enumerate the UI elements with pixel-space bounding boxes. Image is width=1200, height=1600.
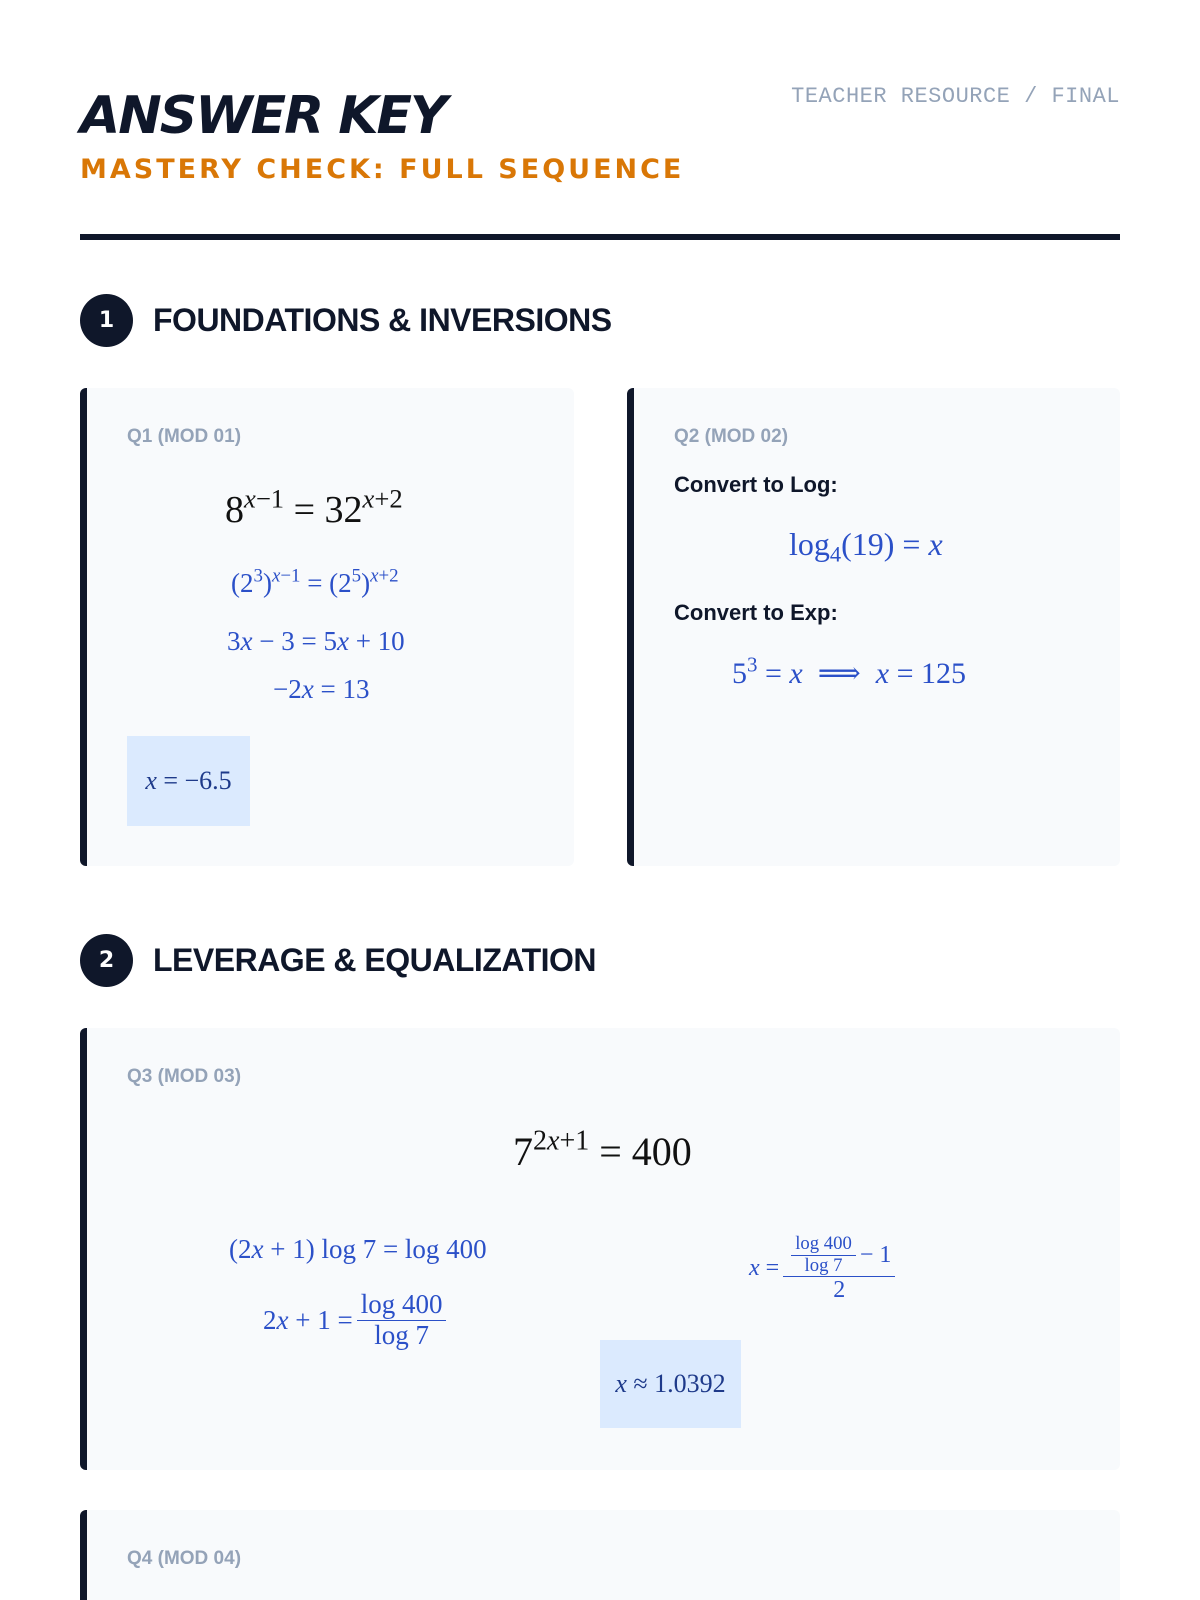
page-subtitle: MASTERY CHECK: FULL SEQUENCE	[80, 154, 685, 185]
solution-step: (2x + 1) log 7 = log 400	[229, 1234, 487, 1264]
section-title: LEVERAGE & EQUALIZATION	[153, 942, 597, 978]
section-title: FOUNDATIONS & INVERSIONS	[153, 302, 612, 338]
section-header-1	[80, 294, 612, 347]
question-card-q4	[80, 1510, 1120, 1600]
solution-step: 2x + 1 = $\frac{\log 400}{\log 7}$	[263, 1290, 450, 1350]
question-card-q2	[627, 388, 1120, 866]
section-header-2	[80, 934, 596, 987]
exp-form-result: $5^3 = x$ ⟹ x = 125	[732, 652, 967, 690]
header-divider	[80, 234, 1120, 240]
solution-step: −2x = 13	[273, 674, 370, 704]
question-label: Q3 (MOD 03)	[127, 1066, 242, 1087]
problem-equation: $8^{x-1} = 32^{x+2}$	[225, 483, 403, 531]
question-card-q1	[80, 388, 574, 866]
fraction: $\frac{\log 400}{\log 7}$	[357, 1290, 447, 1350]
final-answer: x = −6.5	[145, 766, 232, 795]
solution-step: 3x − 3 = 5x + 10	[227, 626, 405, 656]
problem-equation: $7^{2x+1} = 400$	[513, 1125, 692, 1174]
final-answer-highlight	[127, 736, 250, 826]
solution-step: $(2^3)^{x-1} = (2^5)^{x+2}$	[231, 565, 399, 598]
answer-key-page	[80, 0, 1120, 1600]
section-number-badge: 2	[80, 934, 133, 987]
fraction: $\frac{\log 400}{\log 7}$	[791, 1234, 856, 1276]
solution-step: x = $\frac{\log 400}{\log 7}$ − 1 2	[749, 1234, 899, 1304]
question-label: Q4 (MOD 04)	[127, 1548, 242, 1569]
final-answer-highlight	[600, 1340, 741, 1428]
fraction: $\frac{\log 400}{\log 7}$ − 1 2	[783, 1234, 895, 1304]
question-label: Q2 (MOD 02)	[674, 426, 789, 447]
log-form-result: $\log_4(19) = x$	[789, 526, 943, 567]
section-number-badge: 1	[80, 294, 133, 347]
final-answer: x ≈ 1.0392	[615, 1369, 726, 1398]
convert-to-log-heading: Convert to Log:	[674, 472, 838, 497]
resource-tag: TEACHER RESOURCE / FINAL	[791, 84, 1120, 109]
convert-to-exp-heading: Convert to Exp:	[674, 600, 838, 625]
question-label: Q1 (MOD 01)	[127, 426, 242, 447]
page-title: ANSWER KEY	[80, 86, 446, 146]
question-card-q3	[80, 1028, 1120, 1470]
